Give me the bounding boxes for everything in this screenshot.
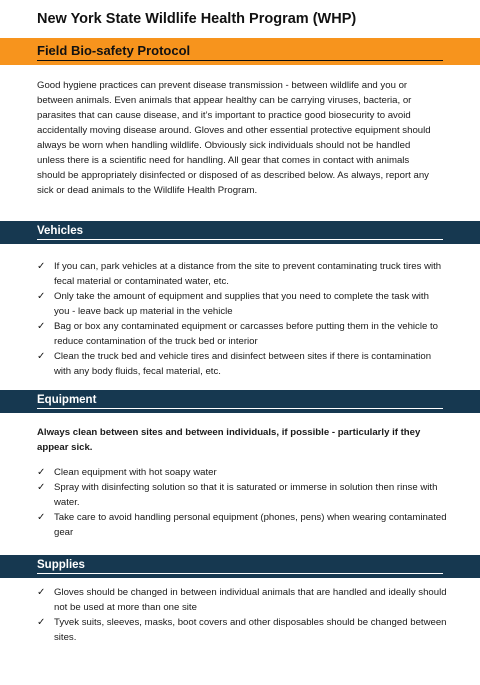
checkmark-icon: ✓ xyxy=(37,467,46,478)
document-title: New York State Wildlife Health Program (WHP) xyxy=(37,11,357,27)
list-item-text: If you can, park vehicles at a distance from the site to prevent contaminating truck tires with fecal material or contaminated water, etc. xyxy=(54,261,442,287)
vehicles-section-header xyxy=(0,221,480,244)
list-item-text: Clean equipment with hot soapy water xyxy=(54,467,217,478)
list-item xyxy=(37,259,447,289)
equipment-section-header xyxy=(0,390,480,413)
checkmark-icon: ✓ xyxy=(37,482,46,493)
vehicles-heading: Vehicles xyxy=(37,225,84,237)
equipment-note: Always clean between sites and between individuals, if possible - particularly if they appear sick. xyxy=(37,427,421,453)
checkmark-icon: ✓ xyxy=(37,617,46,628)
checkmark-icon: ✓ xyxy=(37,351,46,362)
vehicles-heading-underline xyxy=(37,239,443,240)
intro-paragraph: Good hygiene practices can prevent disease transmission - between wildlife and you or between animals. Even animals that appear healthy can be carrying viruses, bacteria, or parasites that can cause disease, and it’s important to practice good biosecurity to avoid accidentally moving disease around. Gloves and other essential protective equipment should always be worn when handling wildlife. Obviously sick individuals should not be handled unless there is a scientific need for handling. All gear that comes in contact with animals should be appropriately disinfected or disposed of as described below. As always, report any sick or dead animals to the Wildlife Health Program. xyxy=(37,80,431,196)
list-item xyxy=(37,615,447,645)
list-item-text: Spray with disinfecting solution so that it is saturated or immerse in solution then rinse with water. xyxy=(54,482,438,508)
checkmark-icon: ✓ xyxy=(37,512,46,523)
protocol-title-underline xyxy=(37,60,443,61)
list-item xyxy=(37,510,447,540)
list-item-text: Only take the amount of equipment and supplies that you need to complete the task with you - leave back up material in the vehicle xyxy=(54,291,429,317)
list-item xyxy=(37,289,447,319)
protocol-title: Field Bio-safety Protocol xyxy=(37,43,191,58)
list-item xyxy=(37,465,447,480)
checkmark-icon: ✓ xyxy=(37,291,46,302)
checkmark-icon: ✓ xyxy=(37,261,46,272)
list-item-text: Gloves should be changed in between individual animals that are handled and ideally should not be used at more than one site xyxy=(54,587,447,613)
equipment-heading: Equipment xyxy=(37,394,97,406)
vehicles-list xyxy=(37,259,447,379)
supplies-list xyxy=(37,585,447,645)
list-item xyxy=(37,349,447,379)
supplies-heading: Supplies xyxy=(37,559,85,571)
list-item xyxy=(37,585,447,615)
supplies-section-header xyxy=(0,555,480,578)
list-item-text: Tyvek suits, sleeves, masks, boot covers and other disposables should be changed between sites. xyxy=(54,617,447,643)
checkmark-icon: ✓ xyxy=(37,587,46,598)
checkmark-icon: ✓ xyxy=(37,321,46,332)
list-item-text: Clean the truck bed and vehicle tires and disinfect between sites if there is contamination with any body fluids, fecal material, etc. xyxy=(54,351,432,377)
supplies-heading-underline xyxy=(37,573,443,574)
equipment-heading-underline xyxy=(37,408,443,409)
equipment-list xyxy=(37,465,447,540)
list-item xyxy=(37,480,447,510)
list-item xyxy=(37,319,447,349)
list-item-text: Take care to avoid handling personal equipment (phones, pens) when wearing contaminated gear xyxy=(54,512,447,538)
list-item-text: Bag or box any contaminated equipment or carcasses before putting them in the vehicle to reduce contamination of the truck bed or interior xyxy=(54,321,438,347)
protocol-header-band xyxy=(0,38,480,65)
